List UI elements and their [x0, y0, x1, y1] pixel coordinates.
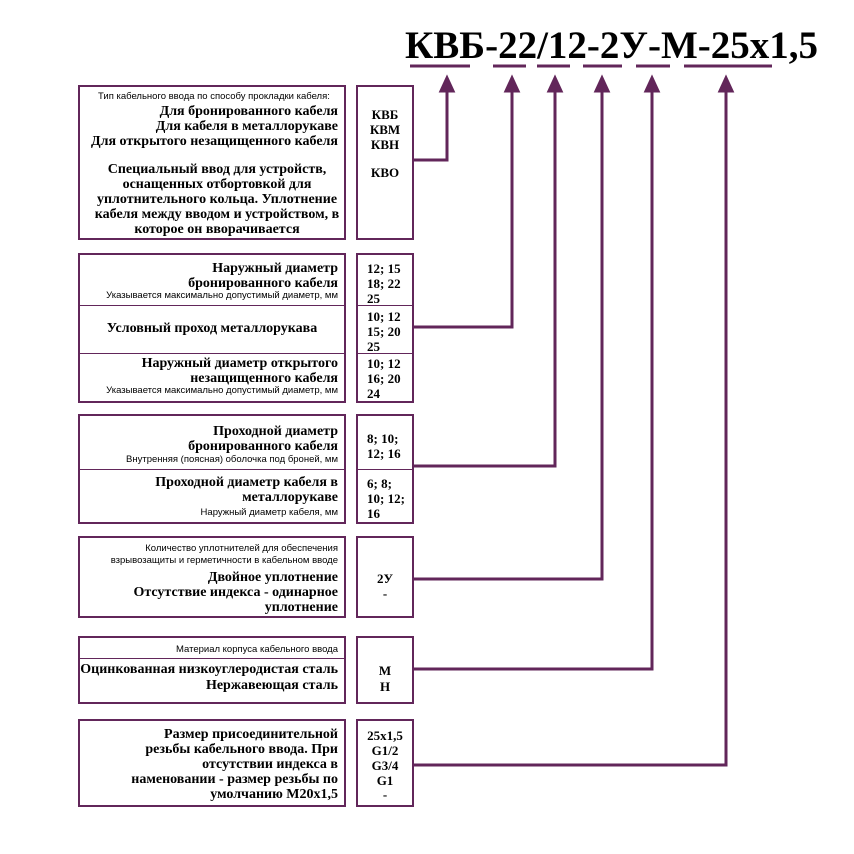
code-n: Н: [379, 679, 391, 694]
arrow-material: [646, 78, 658, 91]
arrow-thread: [720, 78, 732, 91]
conduit-passage-note: Наружный диаметр кабеля, мм: [200, 507, 338, 518]
passage-description-box: [78, 414, 346, 524]
code-kvm: КВМ: [369, 122, 401, 137]
designation-title: КВБ-22/12-2У-М-25х1,5: [405, 24, 819, 67]
type-caption: Тип кабельного ввода по способу прокладки кабеля:: [98, 91, 330, 102]
double-seal-label: Двойное уплотнение: [207, 570, 338, 585]
stainless-steel-label: Нержавеющая сталь: [205, 678, 338, 693]
armored-passage-title: Проходной диаметр бронированного кабеля: [188, 424, 338, 454]
diameter-values-box: [356, 253, 414, 403]
row-divider: [80, 658, 344, 659]
connector-type: [414, 90, 447, 160]
thread-codes-box: [356, 719, 414, 807]
open-outer-values: 10; 12 16; 20 24: [367, 356, 401, 401]
code-g1-2: G1/2: [371, 743, 399, 758]
passage-values-box: [356, 414, 414, 524]
thread-description-box: [78, 719, 346, 807]
seals-caption-line2: взрывозащиты и герметичности в кабельном вводе: [110, 555, 338, 566]
row-divider: [80, 305, 344, 306]
conduit-passage-title: Проходной диаметр кабеля в металлорукаве: [155, 475, 338, 505]
armored-outer-values: 12; 15 18; 22 25: [367, 261, 401, 306]
armored-outer-title: Наружный диаметр бронированного кабеля: [188, 261, 338, 291]
type-conduit-label: Для кабеля в металлорукаве: [155, 119, 338, 134]
arrow-diameter: [506, 78, 518, 91]
material-codes-box: [356, 636, 414, 704]
type-special-label: Специальный ввод для устройств, оснащенных отбортовкой для уплотнительного кольца. Уплотнение кабеля между вводом и устройством, в которое он вворачивается: [94, 162, 340, 237]
connector-material: [414, 90, 652, 669]
row-divider: [80, 353, 344, 354]
seals-caption-line1: Количество уплотнителей для обеспечения: [145, 543, 338, 554]
code-kvo: КВО: [370, 165, 400, 180]
armored-passage-note: Внутренняя (поясная) оболочка под броней, мм: [126, 454, 338, 465]
code-m: М: [378, 663, 392, 678]
code-kvn: КВН: [370, 137, 400, 152]
armored-passage-values: 8; 10; 12; 16: [367, 431, 401, 461]
arrow-type: [441, 78, 453, 91]
single-seal-label: Отсутствие индекса - одинарное уплотнение: [133, 585, 338, 615]
connector-thread: [414, 90, 726, 765]
type-description-box: [78, 85, 346, 240]
code-kvb: КВБ: [371, 107, 399, 122]
arrow-seals: [596, 78, 608, 91]
seals-description-box: [78, 536, 346, 618]
type-open-label: Для открытого незащищенного кабеля: [90, 134, 338, 149]
conduit-bore-title: Условный проход металлорукава: [106, 321, 318, 336]
row-divider: [80, 469, 344, 470]
code-2u: 2У: [376, 571, 394, 586]
conduit-passage-values: 6; 8; 10; 12; 16: [367, 476, 405, 521]
zinc-steel-label: Оцинкованная низкоуглеродистая сталь: [80, 662, 338, 677]
material-description-box: [78, 636, 346, 704]
connector-passage: [414, 90, 555, 466]
open-outer-title: Наружный диаметр открытого незащищенного кабеля: [141, 356, 338, 386]
code-none-thread: -: [382, 787, 388, 802]
thread-description: Размер присоединительной резьбы кабельного ввода. При отсутствии индекса в наменовании - размер резьбы по умолчанию М20х1,5: [131, 727, 338, 802]
material-caption: Материал корпуса кабельного ввода: [175, 644, 338, 655]
arrow-passage: [549, 78, 561, 91]
code-g1: G1: [376, 773, 394, 788]
row-divider: [358, 353, 412, 354]
diameter-description-box: [78, 253, 346, 403]
seals-codes-box: [356, 536, 414, 618]
connector-seals: [414, 90, 602, 579]
connector-diameter: [414, 90, 512, 327]
code-none-seal: -: [382, 586, 388, 601]
row-divider: [358, 305, 412, 306]
conduit-bore-values: 10; 12 15; 20 25: [367, 309, 401, 354]
code-g3-4: G3/4: [371, 758, 399, 773]
code-25x1-5: 25х1,5: [367, 728, 403, 743]
armored-outer-note: Указывается максимально допустимый диаметр, мм: [106, 290, 338, 301]
row-divider: [358, 469, 412, 470]
open-outer-note: Указывается максимально допустимый диаметр, мм: [106, 385, 338, 396]
type-armored-label: Для бронированного кабеля: [159, 104, 338, 119]
type-codes-box: [356, 85, 414, 240]
